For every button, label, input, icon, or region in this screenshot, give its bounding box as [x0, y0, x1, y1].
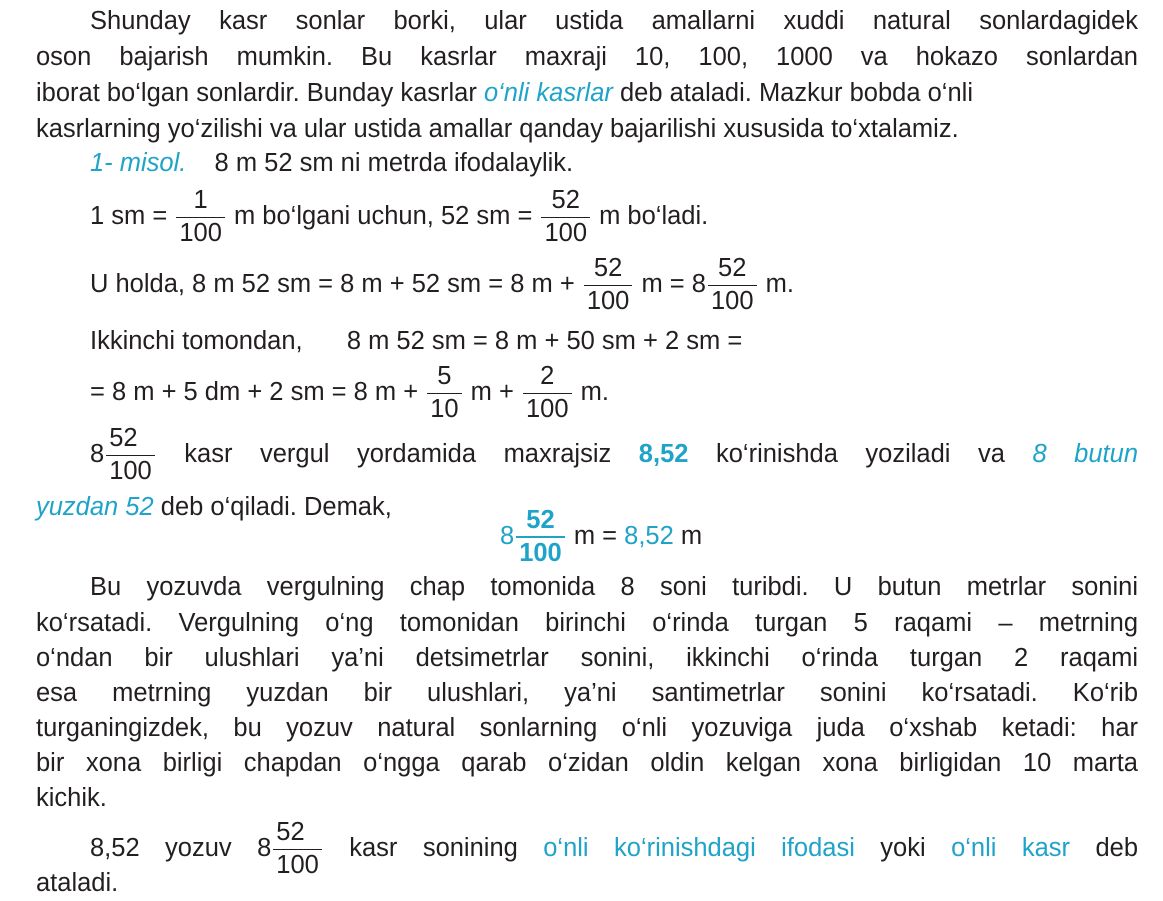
text: 8,52 yozuv 8 — [90, 834, 272, 862]
term-highlight: o‘nli ko‘rinishdagi ifodasi — [543, 834, 855, 862]
equation-2 — [90, 254, 794, 314]
fraction-numerator: 52 — [718, 254, 747, 283]
text: oson bajarish mumkin. Bu kasrlar maxraji 10, 100, 1000 va hokazo sonlardan — [36, 43, 1138, 71]
fraction — [584, 256, 633, 314]
text: = 8 m + 5 dm + 2 sm = 8 m + — [90, 378, 419, 406]
text: Bu yozuvda vergulning chap tomonida 8 soni turibdi. U butun metrlar sonini — [90, 573, 1138, 601]
fraction-numerator: 5 — [437, 362, 452, 391]
term-onli-kasrlar: o‘nli kasrlar — [483, 79, 613, 107]
paragraph-3-line-3 — [36, 643, 1138, 673]
paragraph-3-line-4 — [36, 678, 1138, 708]
text: m bo‘ladi. — [599, 202, 709, 230]
text: m + — [470, 378, 514, 406]
paragraph-1-line-3 — [36, 78, 1138, 108]
fraction — [427, 364, 461, 422]
text: m = 8 — [641, 270, 706, 298]
fraction-denominator: 100 — [106, 455, 155, 485]
text: m. — [580, 378, 609, 406]
fraction — [273, 820, 322, 878]
term-highlight: o‘nli kasr — [951, 834, 1071, 862]
text: ko‘rsatadi. Vergulning o‘ng tomonidan birinchi o‘rinda turgan 5 raqami – metrning — [36, 609, 1138, 637]
text: kasrlarning yo‘zilishi va ular ustida amallar qanday bajarilishi xususida to‘xtalamiz. — [36, 115, 959, 143]
fraction-denominator: 100 — [176, 217, 225, 247]
paragraph-3-line-7 — [36, 783, 107, 813]
fraction-numerator: 52 — [551, 186, 580, 215]
text: iborat bo‘lgan sonlardir. Bunday kasrlar — [36, 79, 477, 107]
fraction — [541, 188, 590, 246]
fraction-denominator: 100 — [708, 285, 757, 315]
text: deb — [1095, 834, 1138, 862]
text: kichik. — [36, 784, 107, 812]
text: m. — [765, 270, 794, 298]
paragraph-4-line-1 — [90, 818, 1138, 878]
paragraph-3-line-6 — [36, 748, 1138, 778]
text: Shunday kasr sonlar borki, ular ustida amallarni xuddi natural sonlardagidek — [90, 7, 1138, 35]
fraction — [523, 364, 572, 422]
text: o‘ndan bir ulushlari ya’ni detsimetrlar sonini, ikkinchi o‘rinda turgan 2 raqami — [36, 644, 1138, 672]
fraction-denominator: 100 — [584, 285, 633, 315]
decimal-highlight: 8,52 — [638, 440, 689, 468]
paragraph-4-line-2 — [36, 868, 118, 898]
text: yoki — [880, 834, 926, 862]
fraction-numerator: 52 — [526, 505, 555, 534]
text: esa metrning yuzdan bir ulushlari, ya’ni santimetrlar sonini ko‘rsatadi. Ko‘rib — [36, 679, 1138, 707]
text: 8 m 52 sm = 8 m + 50 sm + 2 sm = — [346, 327, 743, 355]
example-heading — [90, 148, 573, 178]
example-text: 8 m 52 sm ni metrda ifodalaylik. — [214, 149, 574, 177]
fraction-numerator: 52 — [593, 254, 623, 283]
fraction-numerator: 2 — [540, 362, 555, 391]
reading-highlight: yuzdan 52 — [36, 493, 154, 521]
paragraph-1-line-4 — [36, 114, 959, 144]
text: m bo‘lgani uchun, 52 sm = — [233, 202, 533, 230]
equation-1 — [90, 186, 708, 246]
paragraph-3-line-2 — [36, 608, 1138, 638]
text: turganingizdek, bu yozuv natural sonlarning o‘nli yozuviga juda o‘xshab ketadi: har — [36, 714, 1138, 742]
fraction-numerator: 1 — [193, 186, 208, 215]
paragraph-1-line-2 — [36, 42, 1138, 72]
paragraph-2-line-2 — [36, 492, 392, 522]
text: deb o‘qiladi. Demak, — [160, 493, 392, 521]
fraction-numerator: 52 — [276, 818, 305, 847]
equation-4 — [90, 362, 609, 422]
text: 1 sm = — [90, 202, 168, 230]
decimal-highlight: 8,52 — [624, 522, 674, 550]
fraction-denominator: 100 — [273, 849, 322, 879]
mixed-whole: 8 — [500, 522, 515, 550]
fraction-highlight — [516, 505, 565, 568]
paragraph-3-line-5 — [36, 713, 1138, 743]
text: deb ataladi. Mazkur bobda o‘nli — [620, 79, 973, 107]
paragraph-2-line-1 — [90, 424, 1138, 484]
text: kasr vergul yordamida maxrajsiz — [184, 440, 612, 468]
paragraph-1-line-1 — [90, 6, 1138, 36]
fraction-denominator: 10 — [427, 393, 461, 423]
text: m = — [573, 522, 618, 550]
fraction — [708, 256, 757, 314]
reading-highlight: 8 butun — [1032, 440, 1138, 468]
mixed-whole: 8 — [90, 440, 105, 468]
fraction-numerator: 52 — [109, 424, 138, 453]
fraction-denominator: 100 — [541, 217, 590, 247]
paragraph-3-line-1 — [90, 572, 1138, 602]
text: kasr sonining — [349, 834, 518, 862]
text: m — [680, 522, 703, 550]
equation-5 — [500, 506, 702, 567]
text: bir xona birligi chapdan o‘ngga qarab o‘zidan oldin kelgan xona birligidan 10 marta — [36, 749, 1138, 777]
text: U holda, 8 m 52 sm = 8 m + 52 sm = 8 m + — [90, 270, 575, 298]
fraction — [106, 426, 155, 484]
fraction-denominator: 100 — [523, 393, 572, 423]
text: ko‘rinishda yoziladi va — [715, 440, 1005, 468]
text: Ikkinchi tomondan, — [90, 327, 303, 355]
fraction — [176, 188, 225, 246]
equation-3 — [90, 326, 742, 356]
fraction-denominator: 100 — [516, 536, 565, 567]
example-label: 1- misol. — [90, 149, 187, 177]
text: ataladi. — [36, 869, 119, 897]
